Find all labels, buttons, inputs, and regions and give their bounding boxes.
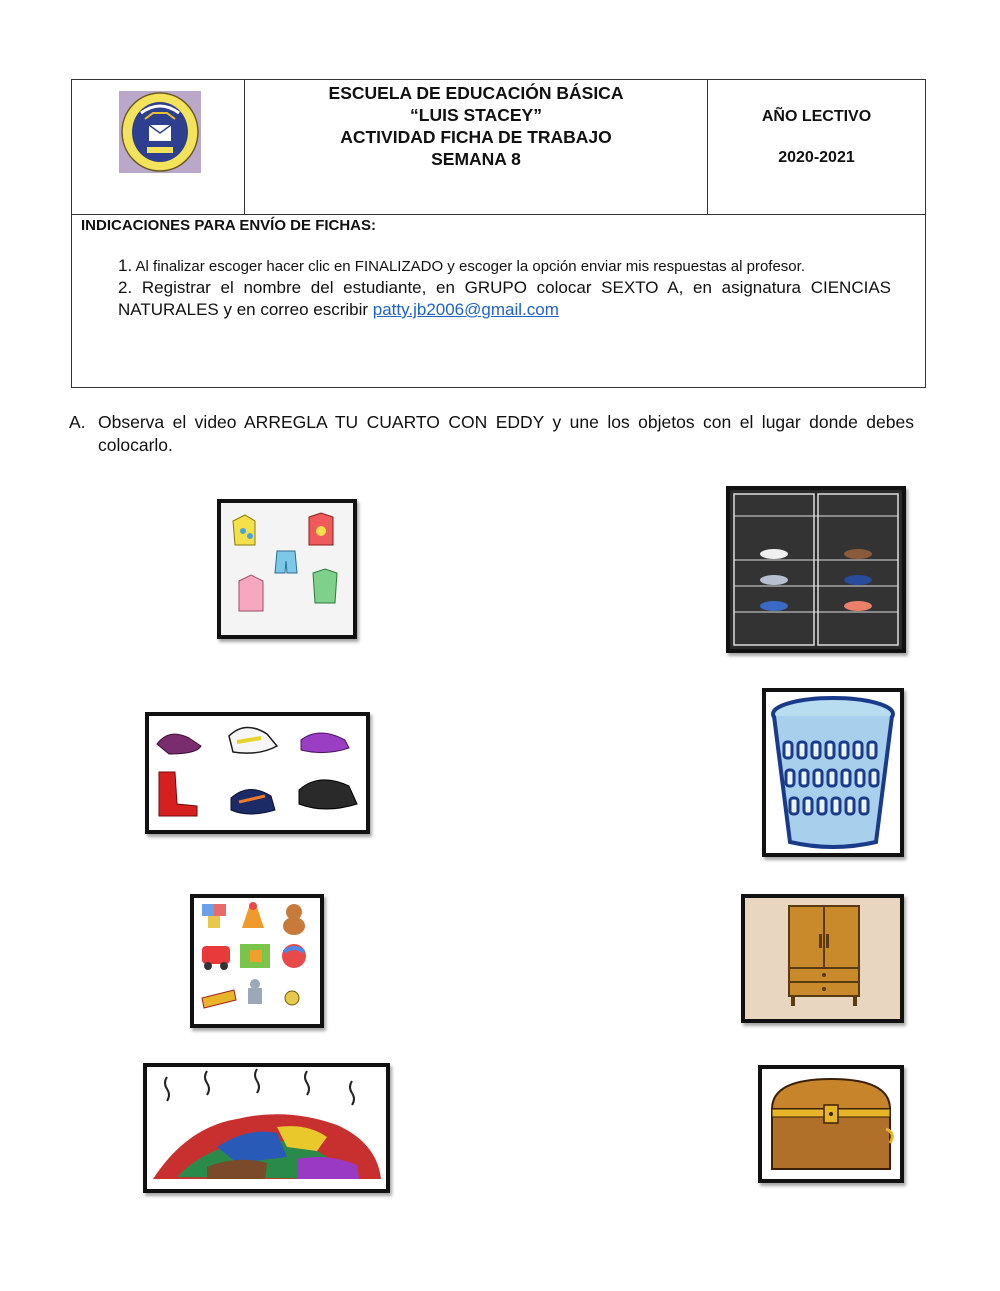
activity-title: ACTIVIDAD FICHA DE TRABAJO	[340, 127, 612, 147]
section-marker: A.	[69, 412, 86, 432]
shoes-icon	[149, 716, 366, 830]
year-value: 2020-2021	[778, 149, 855, 166]
toys-icon	[194, 898, 320, 1024]
wardrobe-image[interactable]	[741, 894, 904, 1023]
year-cell	[708, 80, 925, 214]
laundry-basket-icon	[766, 692, 900, 853]
school-name: “LUIS STACEY”	[410, 105, 542, 125]
header-table	[71, 79, 926, 388]
instruction-text: Registrar el nombre del estudiante, en GRUPO colocar SEXTO A, en asignatura CIENCIAS NATURALES y en correo escribir	[118, 278, 891, 319]
instruction-item-2	[118, 277, 891, 321]
dirty-clothes-image[interactable]	[143, 1063, 390, 1193]
clothes-image[interactable]	[217, 499, 357, 639]
week-label: SEMANA 8	[431, 149, 521, 169]
instruction-number: 1.	[118, 256, 133, 275]
instruction-item-1	[118, 256, 891, 277]
clothes-icon	[221, 503, 353, 635]
title-cell	[245, 80, 708, 214]
instruction-text: Al finalizar escoger hacer clic en FINALIZADO y escoger la opción enviar mis respuestas al profesor.	[132, 258, 805, 275]
shoe-rack-image[interactable]	[726, 486, 906, 653]
laundry-basket-image[interactable]	[762, 688, 904, 857]
section-a	[69, 411, 914, 457]
school-logo-icon	[119, 91, 201, 173]
row-divider	[72, 214, 925, 215]
instructions-title: INDICACIONES PARA ENVÍO DE FICHAS:	[81, 217, 377, 234]
logo-cell	[72, 80, 245, 214]
toy-chest-image[interactable]	[758, 1065, 904, 1183]
dirty-clothes-pile-icon	[147, 1067, 386, 1189]
section-text: Observa el video ARREGLA TU CUARTO CON EDDY y une los objetos con el lugar donde debes colocarlo.	[98, 412, 914, 455]
year-label: AÑO LECTIVO	[761, 108, 872, 125]
shoe-rack-icon	[730, 490, 902, 649]
toy-chest-icon	[762, 1069, 900, 1179]
email-link[interactable]: patty.jb2006@gmail.com	[372, 300, 559, 319]
toys-image[interactable]	[190, 894, 324, 1028]
wardrobe-icon	[745, 898, 900, 1019]
instructions-list	[118, 256, 891, 321]
instruction-number: 2.	[118, 278, 133, 297]
school-line: ESCUELA DE EDUCACIÓN BÁSICA	[328, 83, 624, 103]
shoes-image[interactable]	[145, 712, 370, 834]
